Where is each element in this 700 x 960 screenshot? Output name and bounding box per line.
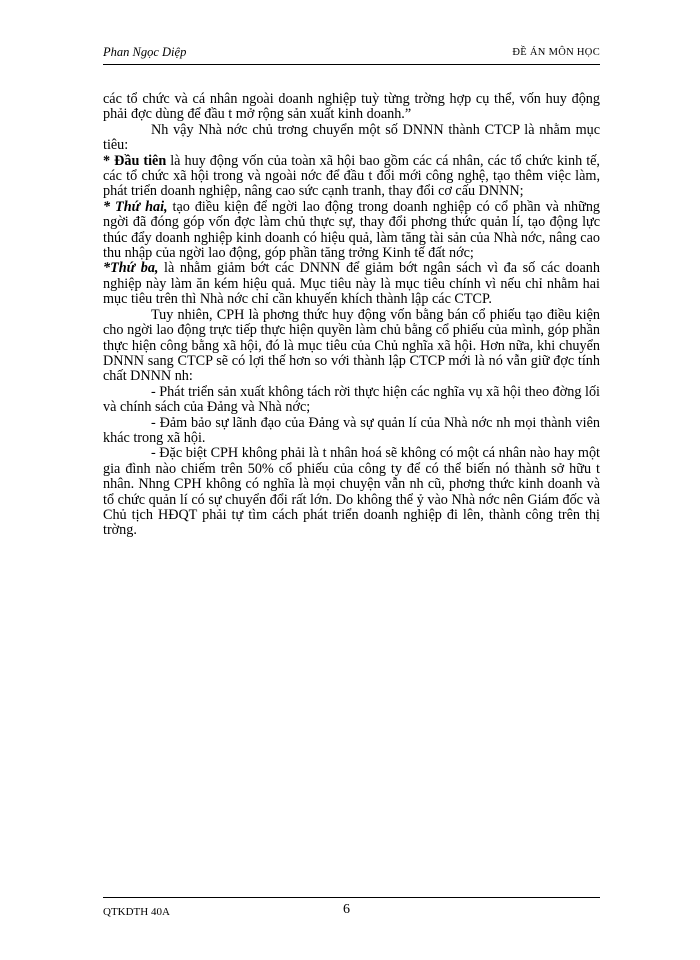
paragraph <box>103 261 600 307</box>
paragraph-lead: * Đầu tiên <box>103 152 167 169</box>
paragraph <box>103 154 600 200</box>
paragraph-lead: * Thứ hai, <box>103 198 168 215</box>
body-text <box>103 92 600 539</box>
paragraph-text: Tuy nhiên, CPH là phơng thức huy động vốn bằng bán cổ phiếu tạo điều kiện cho ngời lao động trực tiếp thực hiện quyền làm chủ bằng cổ phiếu của mình, góp phần thực hiện công bằng xã hội, đó là mục tiêu của Chủ nghĩa xã hội. Hơn nữa, khi chuyển DNNN sang CTCP sẽ có lợi thế hơn so với thành lập CTCP mới là nó vẫn giữ đợc tính chất DNNN nh: <box>103 306 600 385</box>
page-number: 6 <box>343 902 350 917</box>
paragraph-text: - Đặc biệt CPH không phải là t nhân hoá sẽ không có một cá nhân nào hay một gia đình nào chiếm trên 50% cổ phiếu của công ty để có thể biến nó thành sở hữu t nhân. Nhng CPH không có nghĩa là mọi chuyện vẫn nh cũ, phơng thức kinh doanh và tổ chức quản lí có sự chuyển đổi rất lớn. Do không thể ỷ vào Nhà nớc nên Giám đốc và Chủ tịch HĐQT phải tự tìm cách phát triển doanh nghiệp đi lên, thành công trên thị trờng. <box>103 445 600 539</box>
paragraph <box>103 308 600 385</box>
paragraph <box>103 123 600 154</box>
paragraph-lead: *Thứ ba, <box>103 260 159 277</box>
paragraph-text: là nhằm giảm bớt các DNNN để giảm bớt ngân sách vì đa số các doanh nghiệp này làm ăn kém hiệu quả. Mục tiêu này là mục tiêu chính vì nếu chỉ nhằm hai mục tiêu trên thì Nhà nớc chỉ cần khuyến khích thành lập các CTCP. <box>103 260 600 308</box>
footer-divider <box>103 897 600 898</box>
paragraph <box>103 200 600 262</box>
list-item <box>103 385 600 416</box>
page-header <box>103 44 600 65</box>
paragraph-text: tạo điều kiện để ngời lao động trong doanh nghiệp có cổ phần và những ngời đã đóng góp vốn đợc làm chủ thực sự, thay đổi phơng thức quản lí, tạo động lực thúc đẩy doanh nghiệp kinh doanh có hiệu quả, làm tăng tài sản của Nhà nớc, nâng cao thu nhập của ngời lao động, góp phần tăng trởng Kinh tế đất nớc; <box>103 198 601 262</box>
list-item <box>103 446 600 538</box>
list-item <box>103 416 600 447</box>
paragraph-text: - Phát triển sản xuất không tách rời thực hiện các nghĩa vụ xã hội theo đờng lối và chính sách của Đảng và Nhà nớc; <box>103 383 600 416</box>
paragraph <box>103 92 600 123</box>
header-doc-type: ĐỀ ÁN MÔN HỌC <box>512 47 600 58</box>
paragraph-text: Nh vậy Nhà nớc chủ trơng chuyển một số DNNN thành CTCP là nhằm mục tiêu: <box>103 121 600 154</box>
header-author: Phan Ngọc Diệp <box>103 45 187 59</box>
paragraph-text: là huy động vốn của toàn xã hội bao gồm các cá nhân, các tổ chức kinh tế, các tổ chức xã hội trong và ngoài nớc để đầu t đổi mới công nghệ, tạo thêm việc làm, phát triển doanh nghiệp, nâng cao sức cạnh tranh, thay đổi cơ cấu DNNN; <box>103 152 600 200</box>
paragraph-text: - Đảm bảo sự lãnh đạo của Đảng và sự quản lí của Nhà nớc nh mọi thành viên khác trong xã hội. <box>103 414 600 446</box>
footer-class-code: QTKDTH 40A <box>103 906 170 918</box>
paragraph-text: các tổ chức và cá nhân ngoài doanh nghiệp tuỳ từng trờng hợp cụ thể, vốn huy động phải đợc dùng để đầu t mở rộng sản xuất kinh doanh.” <box>103 91 600 123</box>
